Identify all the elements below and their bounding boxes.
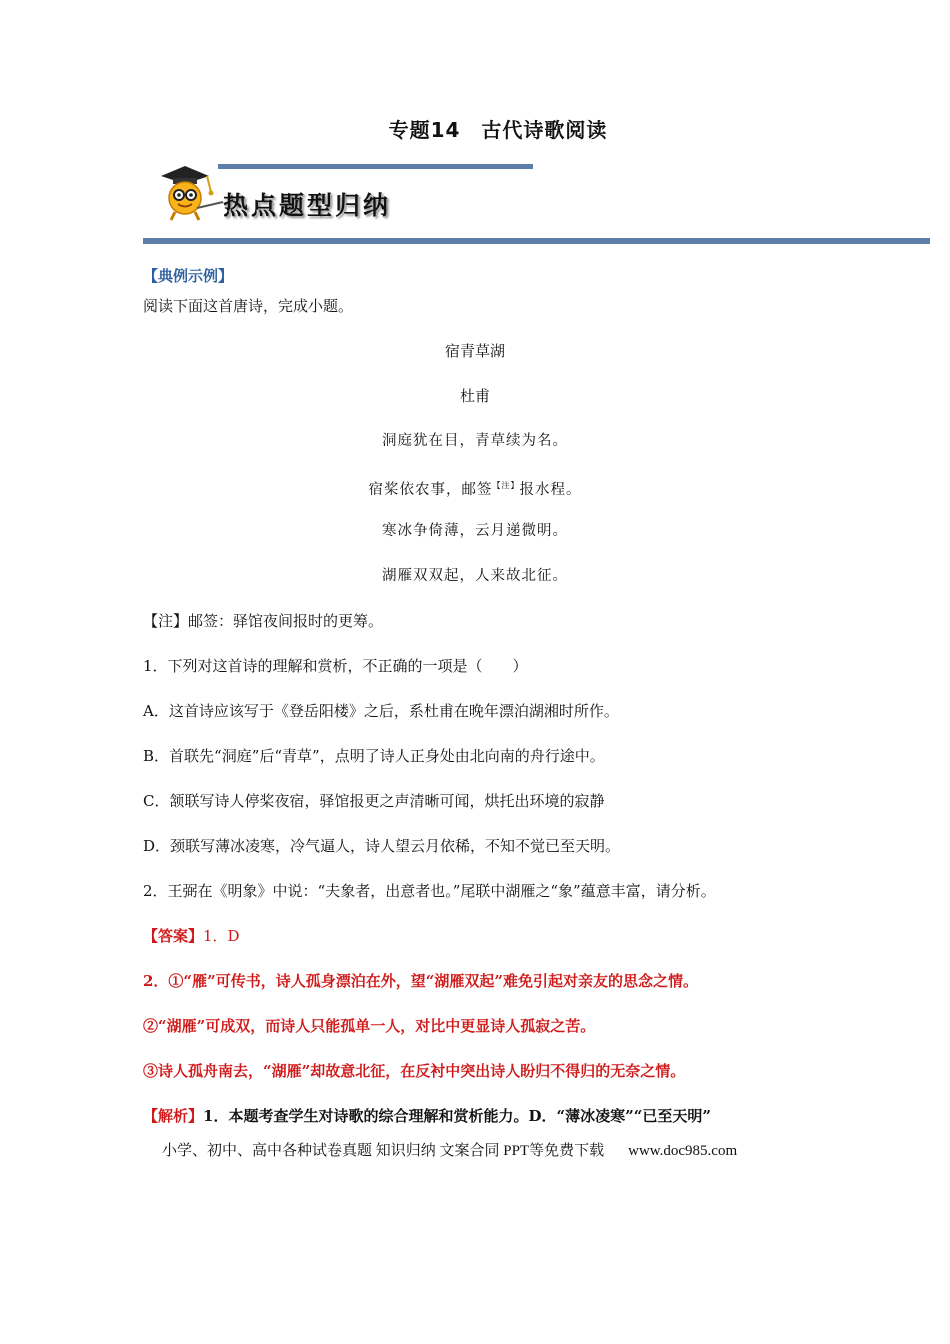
poem-line-2 bbox=[0, 476, 950, 500]
footer-url[interactable]: www.doc985.com bbox=[628, 1143, 738, 1159]
poem-note-marker: 【注】 bbox=[492, 481, 520, 490]
answer-2-point-1: 2．①“雁”可传书，诗人孤身漂泊在外，望“湖雁双起”难免引起对亲友的思念之情。 bbox=[143, 972, 698, 990]
question-1: 1．下列对这首诗的理解和赏析，不正确的一项是（ ） bbox=[143, 657, 528, 675]
option-b: B．首联先“洞庭”后“青草”，点明了诗人正身处由北向南的舟行途中。 bbox=[143, 747, 605, 765]
footer bbox=[162, 1139, 737, 1160]
section-banner bbox=[143, 160, 933, 250]
poem-line-3: 寒冰争倚薄，云月递微明。 bbox=[382, 523, 568, 539]
poem-line-2-part-b: 报水程。 bbox=[519, 482, 582, 498]
analysis-line bbox=[143, 1106, 711, 1126]
answer-1: 1．D bbox=[203, 927, 240, 945]
note-text: 【注】邮签：驿馆夜间报时的更筹。 bbox=[143, 612, 384, 630]
poem-author: 杜甫 bbox=[459, 387, 490, 405]
option-d: D．颈联写薄冰凌寒，冷气逼人，诗人望云月依稀，不知不觉已至天明。 bbox=[143, 837, 621, 855]
banner-top-line bbox=[218, 164, 533, 169]
analysis-label: 【解析】 bbox=[143, 1107, 204, 1125]
page-title: 专题14 古代诗歌阅读 bbox=[388, 118, 608, 142]
poem-line-2-part-a: 宿桨依农事，邮签 bbox=[368, 482, 493, 498]
banner-text: 热点题型归纳 bbox=[223, 191, 392, 220]
option-a: A．这首诗应该写于《登岳阳楼》之后，系杜甫在晚年漂泊湖湘时所作。 bbox=[143, 702, 619, 720]
answer-2-point-2: ②“湖雁”可成双，而诗人只能孤单一人，对比中更显诗人孤寂之苦。 bbox=[143, 1017, 596, 1035]
banner-bottom-line bbox=[143, 238, 930, 244]
poem-title: 宿青草湖 bbox=[444, 342, 505, 360]
intro-text: 阅读下面这首唐诗，完成小题。 bbox=[143, 297, 354, 315]
poem-line-4: 湖雁双双起，人来故北征。 bbox=[382, 568, 568, 584]
analysis-text: 1．本题考查学生对诗歌的综合理解和赏析能力。D．“薄冰凌寒”“已至天明” bbox=[203, 1107, 711, 1125]
poem-line-1: 洞庭犹在目，青草续为名。 bbox=[382, 433, 568, 449]
answer-label: 【答案】 bbox=[143, 927, 204, 945]
footer-text: 小学、初中、高中各种试卷真题 知识归纳 文案合同 PPT等免费下载 bbox=[162, 1143, 605, 1159]
answer-2-point-3: ③诗人孤舟南去，“湖雁”却故意北征，在反衬中突出诗人盼归不得归的无奈之情。 bbox=[143, 1062, 686, 1080]
answer-line-1 bbox=[143, 926, 240, 946]
option-c: C．颔联写诗人停桨夜宿，驿馆报更之声清晰可闻，烘托出环境的寂静 bbox=[143, 792, 605, 810]
graduate-mascot-icon bbox=[151, 162, 227, 222]
question-2: 2．王弼在《明象》中说：“夫象者，出意者也。”尾联中湖雁之“象”蕴意丰富，请分析。 bbox=[143, 882, 716, 900]
section-label: 【典例示例】 bbox=[143, 267, 234, 285]
